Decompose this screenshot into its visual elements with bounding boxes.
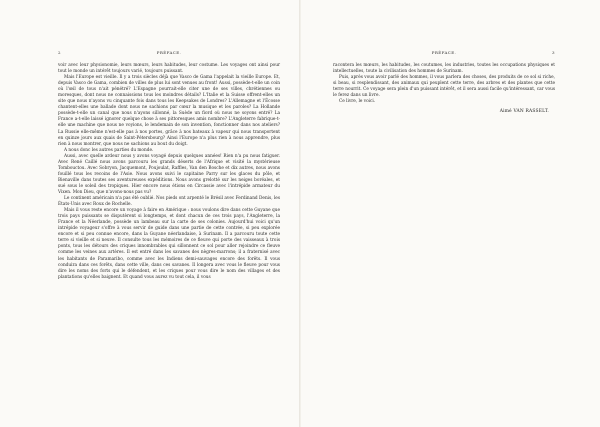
right-running-title: PRÉFACE. bbox=[431, 50, 457, 55]
left-running-head bbox=[58, 50, 280, 58]
paragraph: A nous donc les autres parties du monde. bbox=[64, 147, 154, 153]
left-page bbox=[0, 0, 299, 427]
paragraph: Puis, après vous avoir parlé des hommes, il vous parlera des choses, des produits de ce sol si riche, si beau, si resplendissant, des animaux qui peuplent cette terre, des arbres et des plantes que cette terre nourrit. Ce voyage sera plein d'un puissant intérêt, et il sera aussi facile qu'intéressant, car vous le ferez dans un livre. bbox=[333, 75, 555, 99]
paragraph: racontera les mœurs, les habitudes, les coutumes, les industries, toutes les occupations physiques et intellectuelles, toute la civilisation des hommes de Surinam. bbox=[333, 63, 555, 75]
paragraph: voir avec leur physionomie, leurs mœurs, leurs habitudes, leur costume. Les voyages ont ainsi pour tout le monde un intérêt toujours varié, toujours puissant. bbox=[58, 63, 280, 75]
paragraph: Le continent américain n'a pas été oublié. Nos pieds ont arpenté le Brésil avec Ferdinand Denis, les États-Unis avec Roux de Rochelle. bbox=[58, 196, 280, 208]
left-page-number: 2 bbox=[58, 50, 61, 55]
right-page-body bbox=[333, 63, 555, 115]
paragraph: Ce livre, le voici. bbox=[339, 99, 376, 105]
right-page-number: 3 bbox=[552, 50, 555, 55]
paragraph: Mais l'Europe est vieille. Il y a trois siècles déjà que Vasco de Gama l'appelait la vieille Europe. Et, depuis Vasco de Gama, combien de villes de plus lui sont venues au front! Aussi, possède-t-elle un coin où l'œil de tous n'ait pénétré? L'Espagne pourrait-elle citer une de ses villes, chrétiennes ou moresques, dont nous ne connaissions tous les moindres détails? L'Italie et la Suisse offrent-elles un site que nous n'ayons vu cinquante fois dans tous les Keepsakes de Londres? L'Allemagne et l'Écosse chantent-elles une ballade dont nous ne sachions par cœur la musique et les paroles? La Hollande possède-t-elle un canal que nous n'ayons sillonné, la Suède un fiord où nous ne soyons entré? La France a-t-elle laissé ignorer quelque chose à ses pittoresques amis nombre? L'Angleterre fabrique-t-elle une machine que nous ne voyions, le lendemain de son invention, fonctionner dans nos ateliers? La Russie elle-même n'est-elle pas à nos portes, grâce à nos bateaux à vapeur qui nous transportent en quinze jours aux quais de Saint-Pétersbourg? Ainsi l'Europe n'a plus rien à nous apprendre, plus rien à nous montrer, que nous ne sachions au bout du doigt. bbox=[58, 75, 280, 147]
author-signature: Aimé VAN RASSELT. bbox=[499, 109, 549, 115]
paragraph: Mais il vous reste encore un voyage à faire en Amérique : nous voulons dire dans cette Guyane que trois pays puissants se disputèrent si longtemps, et dont chacun de ces trois pays, l'Angleterre, la France et la Néerlande, possède un lambeau sur la carte de ses colonies. Aujourd'hui voici qu'un intrépide voyageur s'offre à vous servir de guide dans une partie de cette contrée, si peu explorée encore et si peu connue encore, dans la Guyane néerlandaise, à Surinam. Il a parcouru toute cette terre si vieille et si neuve. Il consulte tous les mémoires de ce fleuve qui porte des vaisseaux à trois ponts, tous les détours des criques innombrables qui sillonnent ce sol pour aller rejoindre ce fleuve comme les veines aux artères. Il est entré dans les savanes des nègres-marrons; il a fraternisé avec les habitants de Paramaribo, comme avec les Indiens demi-sauvages encore des forêts. Il vous conduira dans ces forêts, dans cette ville, dans ces savanes. Il longera avec vous le fleuve pour vous dire les noms des forts qui le défendent, et les criques pour vous dire le nom des villages et des plantations qu'elles baignent. Et quand vous aurez vu tout cela, il vous bbox=[58, 208, 280, 280]
paragraph: Aussi, avec quelle ardeur nous y avons voyagé depuis quelques années! Rien n'a pu nous fatiguer. Avec René Caillé nous avons parcouru les grands déserts de l'Afrique et visité la mystérieuse Tombouctou. Avec Sobryon, Jacquemont, Poujoulat, Raffles, Van den Bosche et dix autres, nous avons fouillé tous les recoins de l'Asie. Nous avons suivi le capitaine Parry sur les glaces du pôle, et Bienaville dans toutes ses aventureuses expéditions. Nous avons grelotté sur les neiges boréales, et sué sous le soleil des tropiques. Hier encore nous étions en Circassie avec l'intrépide armateur du Vixen. Mon Dieu, que n'avons-nous pas vu? bbox=[58, 153, 280, 195]
right-page bbox=[301, 0, 600, 427]
left-page-body bbox=[58, 63, 280, 281]
right-running-head bbox=[333, 50, 555, 58]
left-running-title: PRÉFACE. bbox=[156, 50, 182, 55]
